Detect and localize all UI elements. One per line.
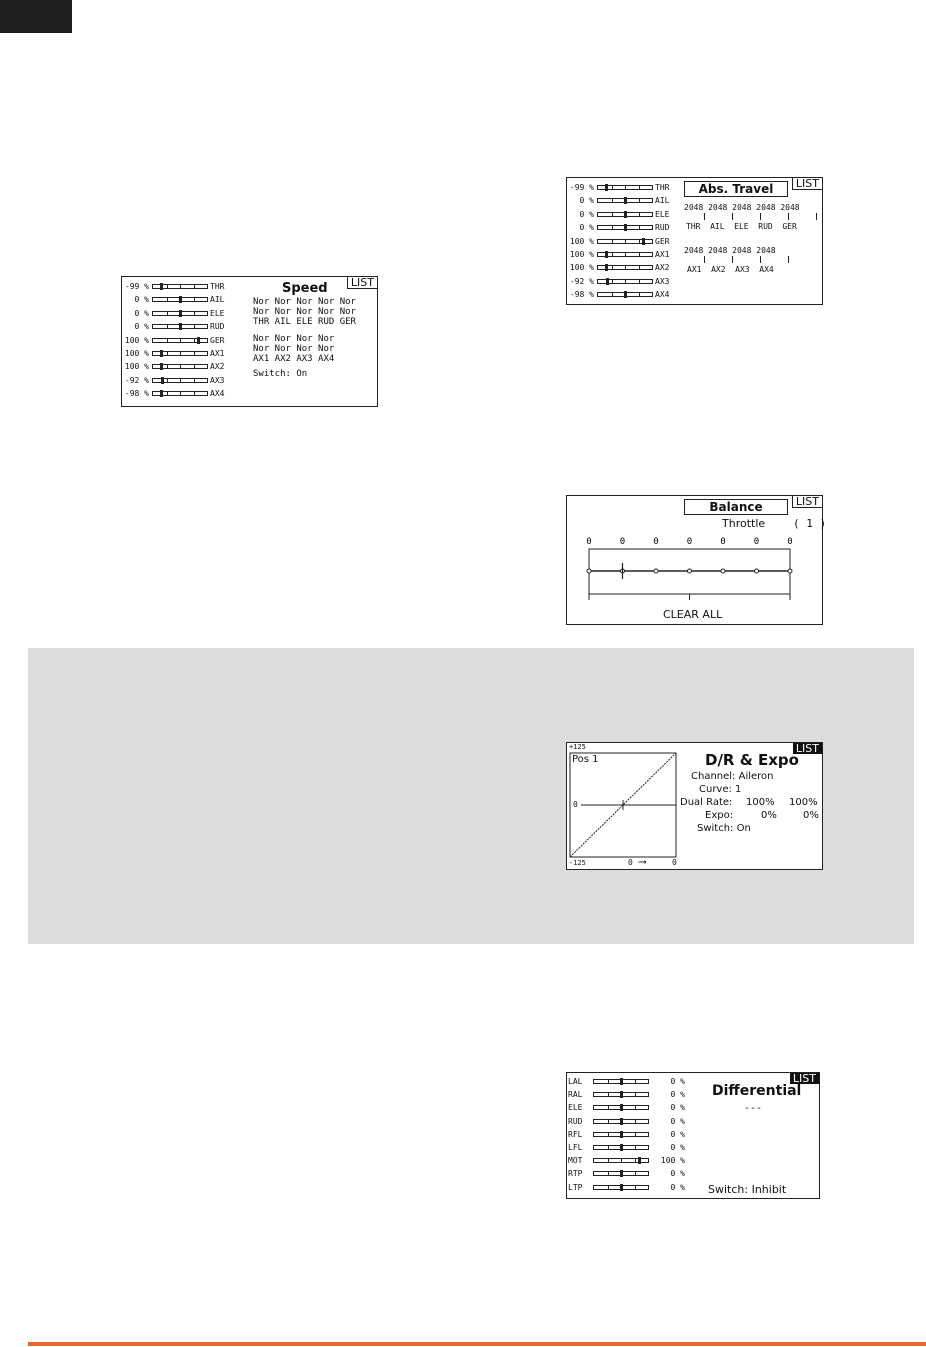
channel-name: THR (210, 282, 225, 291)
balance-point[interactable] (721, 569, 725, 573)
channel-percent: 0 % (134, 322, 149, 332)
clear-all-button[interactable]: CLEAR ALL (663, 608, 723, 621)
channel-percent: 0 % (134, 295, 149, 305)
bar-indicator (624, 197, 627, 204)
bar-tick (639, 253, 640, 256)
balance-point-value: 0 (787, 537, 793, 547)
position-label: Pos 1 (572, 754, 599, 765)
bar-indicator (624, 211, 627, 218)
bar-tick (167, 312, 168, 315)
channel-line[interactable]: Channel: Aileron (691, 771, 774, 782)
bar-tick (194, 298, 195, 301)
bar-tick (635, 1120, 636, 1123)
travel-tick (760, 213, 761, 220)
bar-tick (608, 1093, 609, 1096)
bar-indicator (606, 278, 609, 285)
channel-bar (597, 225, 653, 230)
channel-bar (597, 239, 653, 244)
bar-tick (167, 365, 168, 368)
channel-name: ELE (210, 308, 225, 318)
channel-bar (152, 351, 208, 356)
bar-tick (625, 280, 626, 283)
bar-tick (621, 1159, 622, 1162)
list-button[interactable]: LIST (790, 1073, 819, 1084)
channel-name: RTP (568, 1169, 583, 1179)
bar-tick (180, 392, 181, 395)
output-value: 0 (672, 858, 677, 867)
bar-indicator (160, 390, 163, 397)
bar-indicator (605, 184, 608, 191)
bar-indicator (620, 1131, 623, 1138)
channel-name: AX2 (210, 362, 225, 372)
travel-values-top: 2048 2048 2048 2048 2048 (684, 203, 800, 212)
bar-tick (635, 1133, 636, 1136)
channel-name: RFL (568, 1129, 583, 1139)
screen-title: Speed (282, 281, 328, 296)
bar-indicator (179, 310, 182, 317)
channel-percent: 0 % (579, 209, 594, 219)
bar-indicator (624, 291, 627, 298)
channel-name: RUD (210, 322, 225, 332)
list-button[interactable]: LIST (793, 743, 822, 754)
bar-indicator (620, 1170, 623, 1177)
travel-tick (732, 256, 733, 263)
channel-bar (597, 212, 653, 217)
bar-tick (608, 1146, 609, 1149)
dual-rate-value-1[interactable]: 100% (746, 797, 775, 808)
channel-name: Throttle (722, 517, 766, 530)
balance-point[interactable] (755, 569, 759, 573)
channel-name: AIL (210, 295, 225, 305)
travel-tick (816, 213, 817, 220)
bar-tick (167, 392, 168, 395)
channel-name: MOT (568, 1156, 583, 1166)
travel-values-bottom: 2048 2048 2048 2048 (684, 246, 776, 255)
channel-bar (152, 391, 208, 396)
channel-name: AX1 (655, 250, 670, 259)
bar-tick (612, 293, 613, 296)
graph-mid-label: 0 (573, 800, 578, 809)
channel-bar (597, 265, 653, 270)
bar-tick (625, 186, 626, 189)
channel-name: AX3 (210, 375, 225, 385)
channel-name: AIL (655, 196, 670, 206)
bar-tick (194, 285, 195, 288)
channel-bar (593, 1132, 649, 1137)
expo-value-1[interactable]: 0% (761, 810, 777, 821)
bar-tick (635, 1172, 636, 1175)
channel-percent: 0 % (670, 1169, 685, 1179)
bar-tick (639, 240, 640, 243)
bar-tick (639, 186, 640, 189)
differential-screen (566, 1072, 820, 1199)
channel-name: ELE (655, 209, 670, 219)
bar-tick (608, 1106, 609, 1109)
channel-percent: -98 % (124, 389, 149, 399)
bar-tick (180, 365, 181, 368)
bar-tick (635, 1093, 636, 1096)
differential-value[interactable]: --- (744, 1103, 763, 1114)
bar-indicator (161, 377, 164, 384)
channel-bar (597, 292, 653, 297)
channel-percent: 0 % (670, 1090, 685, 1100)
speed-row-3: THR AIL ELE RUD GER (253, 317, 356, 327)
channel-percent: 0 % (579, 196, 594, 206)
bar-tick (612, 186, 613, 189)
balance-point-value: 0 (753, 537, 760, 547)
bar-tick (612, 226, 613, 229)
balance-point[interactable] (654, 569, 658, 573)
channel-name: THR (655, 183, 670, 192)
travel-tick (788, 213, 789, 220)
bar-tick (612, 199, 613, 202)
bar-tick (194, 352, 195, 355)
channel-name: RUD (568, 1116, 583, 1126)
channel-percent: 0 % (670, 1182, 685, 1192)
bar-indicator (160, 283, 163, 290)
section-tab (0, 0, 72, 33)
bar-indicator (620, 1091, 623, 1098)
switch-label[interactable]: Switch: Inhibit (708, 1183, 787, 1196)
bar-tick (612, 253, 613, 256)
arrow-icon: ⟶ (639, 855, 646, 868)
speed-row-6: AX1 AX2 AX3 AX4 (253, 354, 335, 364)
bar-tick (608, 1172, 609, 1175)
bar-tick (167, 325, 168, 328)
speed-row-1: Nor Nor Nor Nor Nor (253, 297, 356, 307)
footer-rule (28, 1342, 926, 1346)
channel-name: AX1 (210, 349, 225, 358)
travel-labels-bottom: AX1 AX2 AX3 AX4 (687, 265, 774, 274)
bar-tick (608, 1120, 609, 1123)
channel-bar (597, 185, 653, 190)
bar-tick (608, 1080, 609, 1083)
bar-tick (612, 240, 613, 243)
bar-indicator (620, 1184, 623, 1191)
bar-tick (167, 352, 168, 355)
channel-bar (593, 1092, 649, 1097)
channel-percent: 0 % (579, 223, 594, 233)
curve-line[interactable]: Curve: 1 (699, 784, 742, 795)
channel-bar (593, 1171, 649, 1176)
bar-tick (639, 293, 640, 296)
list-button[interactable]: LIST (792, 496, 822, 508)
bar-tick (639, 280, 640, 283)
bar-indicator (638, 1157, 641, 1164)
channel-percent: 100 % (124, 349, 149, 358)
bar-indicator (620, 1144, 623, 1151)
balance-point-value: 0 (686, 537, 693, 547)
channel-name: LFL (568, 1143, 583, 1152)
channel-name: GER (655, 236, 670, 246)
bar-tick (167, 285, 168, 288)
channel-bar (593, 1079, 649, 1084)
bar-tick (180, 352, 181, 355)
balance-point-value: 0 (720, 537, 726, 547)
channel-name: RAL (568, 1090, 583, 1100)
bar-tick (635, 1146, 636, 1149)
screen-title: Abs. Travel (684, 181, 788, 197)
travel-tick (704, 213, 705, 220)
channel-bar (152, 284, 208, 289)
channel-name: GER (210, 335, 225, 345)
bar-indicator (160, 363, 163, 370)
screen-title: Differential (712, 1083, 802, 1099)
bar-indicator (624, 224, 627, 231)
bar-tick (180, 379, 181, 382)
channel-bar (593, 1158, 649, 1163)
channel-percent: 100 % (569, 236, 594, 246)
channel-bar (593, 1185, 649, 1190)
channel-percent: 0 % (670, 1116, 685, 1126)
channel-name: AX4 (655, 290, 670, 300)
travel-tick (704, 256, 705, 263)
bar-tick (625, 266, 626, 269)
channel-percent: -92 % (124, 375, 149, 385)
bar-tick (635, 1106, 636, 1109)
channel-percent: -98 % (569, 290, 594, 300)
bar-tick (625, 253, 626, 256)
bar-tick (180, 285, 181, 288)
input-value: 0 (628, 858, 633, 867)
abs-travel-screen (566, 177, 823, 305)
travel-tick (760, 256, 761, 263)
channel-bar (152, 338, 208, 343)
balance-point-value: 0 (586, 537, 592, 547)
bar-tick (194, 325, 195, 328)
switch-label: Switch: On (253, 369, 308, 379)
bar-indicator (620, 1078, 623, 1085)
balance-curve[interactable] (567, 496, 827, 626)
bar-tick (608, 1159, 609, 1162)
bar-tick (639, 213, 640, 216)
channel-percent: 100 % (124, 362, 149, 372)
channel-percent: 100 % (569, 263, 594, 273)
channel-name: AX2 (655, 263, 670, 273)
list-button[interactable]: LIST (347, 277, 377, 289)
bar-indicator (160, 350, 163, 357)
bar-tick (635, 1080, 636, 1083)
channel-percent: -99 % (569, 183, 594, 192)
channel-percent: 0 % (670, 1129, 685, 1139)
speed-row-5: Nor Nor Nor Nor (253, 344, 335, 354)
expo-label: Expo: (705, 810, 734, 821)
bar-indicator (179, 296, 182, 303)
dual-rate-label: Dual Rate: (680, 797, 733, 808)
bar-tick (194, 365, 195, 368)
channel-percent: 100 % (660, 1156, 685, 1166)
bar-tick (612, 213, 613, 216)
channel-index: ( 1 ) (793, 517, 827, 530)
bar-tick (194, 379, 195, 382)
channel-name: ELE (568, 1103, 583, 1113)
bar-tick (167, 339, 168, 342)
channel-bar (152, 378, 208, 383)
graph-max-label: +125 (569, 743, 586, 751)
bar-tick (639, 199, 640, 202)
screen-title: Balance (684, 499, 788, 515)
list-button[interactable]: LIST (792, 178, 822, 190)
balance-point[interactable] (688, 569, 692, 573)
bar-indicator (642, 238, 645, 245)
bar-indicator (197, 337, 200, 344)
channel-bar (597, 198, 653, 203)
bar-indicator (179, 323, 182, 330)
travel-labels-top: THR AIL ELE RUD GER (686, 222, 797, 231)
channel-bar (597, 252, 653, 257)
balance-point[interactable] (587, 569, 591, 573)
balance-screen (566, 495, 827, 625)
bar-indicator (620, 1118, 623, 1125)
bar-indicator (605, 251, 608, 258)
channel-percent: -92 % (569, 276, 594, 286)
bar-indicator (605, 264, 608, 271)
balance-point[interactable] (788, 569, 792, 573)
bar-tick (612, 280, 613, 283)
bar-tick (608, 1186, 609, 1189)
bar-tick (167, 379, 168, 382)
speed-screen (121, 276, 378, 407)
dual-rate-value-2[interactable]: 100% (789, 797, 818, 808)
screen-title: D/R & Expo (705, 751, 799, 769)
channel-bar (152, 297, 208, 302)
speed-row-4: Nor Nor Nor Nor (253, 334, 335, 344)
bar-tick (635, 1159, 636, 1162)
travel-tick (732, 213, 733, 220)
bar-tick (639, 266, 640, 269)
channel-percent: 0 % (670, 1103, 685, 1113)
channel-name: LTP (568, 1182, 583, 1192)
channel-percent: 0 % (670, 1143, 685, 1152)
channel-bar (152, 311, 208, 316)
channel-name: LAL (568, 1077, 583, 1086)
bar-indicator (620, 1104, 623, 1111)
channel-percent: 100 % (569, 250, 594, 259)
channel-bar (597, 279, 653, 284)
channel-percent: 0 % (670, 1077, 685, 1086)
channel-percent: 100 % (124, 335, 149, 345)
channel-bar (152, 324, 208, 329)
speed-row-2: Nor Nor Nor Nor Nor (253, 307, 356, 317)
channel-percent: 0 % (134, 308, 149, 318)
channel-bar (593, 1105, 649, 1110)
channel-name: AX4 (210, 389, 225, 399)
channel-bar (593, 1119, 649, 1124)
bar-tick (608, 1133, 609, 1136)
balance-point-value: 0 (653, 537, 659, 547)
bar-tick (180, 339, 181, 342)
bar-tick (167, 298, 168, 301)
travel-tick (788, 256, 789, 263)
balance-point-value: 0 (619, 537, 626, 547)
bar-tick (194, 339, 195, 342)
channel-percent: -99 % (124, 282, 149, 291)
channel-name: RUD (655, 223, 670, 233)
channel-name: AX3 (655, 276, 670, 286)
graph-min-label: -125 (569, 859, 586, 867)
channel-bar (152, 364, 208, 369)
bar-tick (194, 312, 195, 315)
expo-value-2[interactable]: 0% (803, 810, 819, 821)
channel-bar (593, 1145, 649, 1150)
dr-expo-screen (566, 742, 823, 870)
bar-tick (635, 1186, 636, 1189)
bar-tick (639, 226, 640, 229)
bar-tick (612, 266, 613, 269)
bar-tick (625, 240, 626, 243)
bar-tick (194, 392, 195, 395)
switch-line[interactable]: Switch: On (697, 823, 751, 834)
